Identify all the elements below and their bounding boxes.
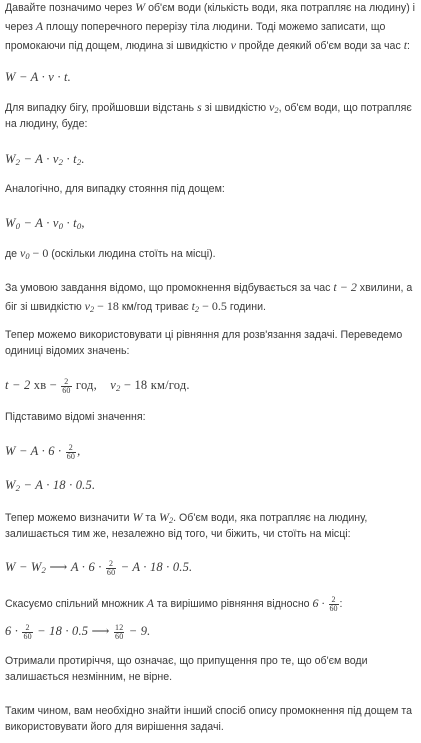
paragraph-units [5, 328, 417, 360]
eq-sub: 2 [58, 157, 64, 167]
eq-unit: год, [72, 378, 97, 392]
eq-sub: 2 [76, 157, 82, 167]
paragraph-running [5, 98, 417, 133]
paragraph-definitions [5, 0, 417, 55]
paragraph-v0 [5, 244, 417, 263]
fraction-denominator: 60 [106, 567, 116, 577]
math-var: W [158, 510, 169, 524]
eq-part: − A · 18 · 0.5. [20, 478, 96, 492]
text: об'єм води (кількість води, яка потрапляє на людину) і через [5, 2, 416, 33]
eq-sub: 2 [41, 565, 47, 575]
fraction [61, 378, 71, 395]
paragraph-cancel [5, 594, 417, 613]
math-var: v [230, 37, 236, 52]
eq-part: W − W [5, 560, 42, 574]
text: пройде деякий об'єм води за час [235, 39, 404, 52]
text: За умовою завдання відомо, що промокнення відбувається за час [5, 282, 334, 294]
text: . Об'єм води, яка потрапляє на людину, залишається тим же, незалежно від того, чи біжить, чи стоїть на місці: [5, 512, 368, 540]
eq-sub: 0 [58, 221, 64, 231]
equation-units [5, 376, 417, 395]
paragraph-conditions [5, 278, 417, 316]
fraction-denominator: 60 [23, 631, 32, 641]
eq-unit: км/год. [147, 378, 190, 392]
math-part: − 0 [29, 246, 49, 260]
eq-unit: хв − [30, 378, 61, 392]
text: : [339, 598, 343, 610]
text: зі швидкістю [201, 102, 270, 114]
eq-part: A · 6 · [70, 560, 105, 574]
fraction-numerator: 2 [329, 596, 339, 605]
text: хвилини, а біг зі швидкістю [5, 282, 413, 313]
text: Тепер можемо визначити [5, 512, 133, 524]
eq-part: − 9. [125, 624, 151, 638]
equation-text: W − A · v · t. [5, 70, 71, 84]
text: , об'єм води, що потрапляє на людину, буде: [5, 102, 412, 130]
fraction [329, 596, 339, 613]
eq-part: − 18 [120, 378, 148, 392]
eq-part: · t [63, 152, 77, 166]
text: та [142, 512, 159, 524]
text: Таким чином, вам необхідно знайти інший спосіб опису промокнення під дощем та використовувати його для вирішення задачі. [5, 705, 412, 733]
fraction-denominator: 60 [115, 631, 124, 641]
equation-6 [5, 476, 417, 495]
text: Давайте позначимо через [5, 2, 136, 14]
eq-part: W [5, 478, 16, 492]
math-sub: 2 [194, 304, 200, 314]
text: Підставимо відомі значення: [5, 411, 146, 423]
fraction-numerator: 2 [106, 560, 116, 569]
math-var: W [135, 0, 146, 14]
arrow-icon: ⟶ [88, 624, 114, 638]
paragraph-substitute [5, 410, 417, 426]
text: де [5, 248, 21, 260]
eq-part: − A · v [20, 216, 59, 230]
math-sub: 2 [274, 106, 279, 115]
math-sub: 2 [89, 304, 95, 314]
fraction [66, 444, 76, 461]
eq-part: 6 · [5, 624, 22, 638]
eq-part: . [81, 152, 85, 166]
fraction-numerator: 12 [115, 622, 124, 632]
text: години. [226, 300, 266, 313]
math-var: v [20, 246, 26, 260]
eq-sub: 0 [15, 221, 21, 231]
math-var: W [132, 510, 143, 524]
arrow-icon: ⟶ [46, 560, 71, 574]
math-var: A [35, 18, 44, 33]
text: (оскільки людина стоїть на місці). [48, 248, 216, 260]
eq-part: − A · 18 · 0.5. [117, 560, 193, 574]
math-part: − 18 [94, 298, 119, 313]
equation-2 [5, 150, 417, 169]
text: площу поперечного перерізу тіла людини. Тоді можемо записати, що промокаючи під дощем, людина зі швидкістю [5, 20, 386, 52]
math-sub: 0 [25, 252, 30, 261]
text: Для випадку бігу, пройшовши відстань [5, 102, 198, 114]
math-var: A [146, 596, 154, 610]
text: км/год триває [118, 300, 192, 313]
paragraph-conclusion [5, 704, 417, 736]
fraction [106, 560, 116, 577]
eq-sub: 2 [15, 157, 21, 167]
eq-sub: 2 [15, 483, 21, 493]
fraction-denominator: 60 [66, 451, 76, 461]
paragraph-standing [5, 182, 417, 198]
eq-part: W [5, 152, 16, 166]
text: Скасуємо спільний множник [5, 598, 147, 610]
equation-7 [5, 558, 417, 577]
fraction [114, 624, 124, 641]
eq-part: t − 2 [5, 378, 31, 392]
fraction-numerator: 2 [61, 378, 71, 387]
eq-part: v [110, 378, 116, 392]
math-var: t [403, 37, 408, 52]
text: Аналогічно, для випадку стояння під дощем: [5, 183, 225, 195]
fraction-denominator: 60 [329, 603, 338, 613]
math-var: t [191, 298, 195, 313]
math-var: v [84, 298, 90, 313]
eq-sub: 2 [116, 383, 121, 393]
fraction-numerator: 2 [22, 624, 32, 633]
equation-8 [5, 622, 417, 641]
fraction-numerator: 2 [66, 444, 76, 453]
eq-part: W − A · 6 · [5, 444, 65, 458]
paragraph-contradiction [5, 654, 417, 686]
paragraph-determine [5, 508, 417, 543]
equation-3 [5, 214, 417, 233]
text: та вирішимо рівняння відносно [153, 598, 313, 610]
math-var: v [269, 100, 275, 114]
eq-part: − 18 · 0.5 [33, 624, 89, 638]
eq-part: − A · v [20, 152, 59, 166]
eq-part: W [5, 216, 16, 230]
math-sub: 2 [168, 516, 174, 525]
math-part: t − 2 [333, 280, 357, 294]
fraction [22, 624, 32, 641]
eq-sub: 0 [76, 221, 82, 231]
text: : [407, 39, 410, 52]
eq-part: · t [63, 216, 77, 230]
text: Тепер можемо використовувати ці рівняння для розв'язання задачі. Переведемо одиниці відомих значень: [5, 329, 403, 357]
text: Отримали протиріччя, що означає, що припущення про те, що об'єм води залишається незмінним, не вірне. [5, 655, 368, 683]
eq-part: , [81, 216, 85, 230]
equation-5 [5, 442, 417, 461]
equation-1 [5, 68, 417, 87]
math-part: − 0.5 [199, 298, 227, 313]
math-var: s [197, 100, 202, 114]
eq-part: , [77, 444, 81, 458]
fraction-denominator: 60 [62, 385, 71, 395]
math-part: 6 · [312, 596, 328, 610]
